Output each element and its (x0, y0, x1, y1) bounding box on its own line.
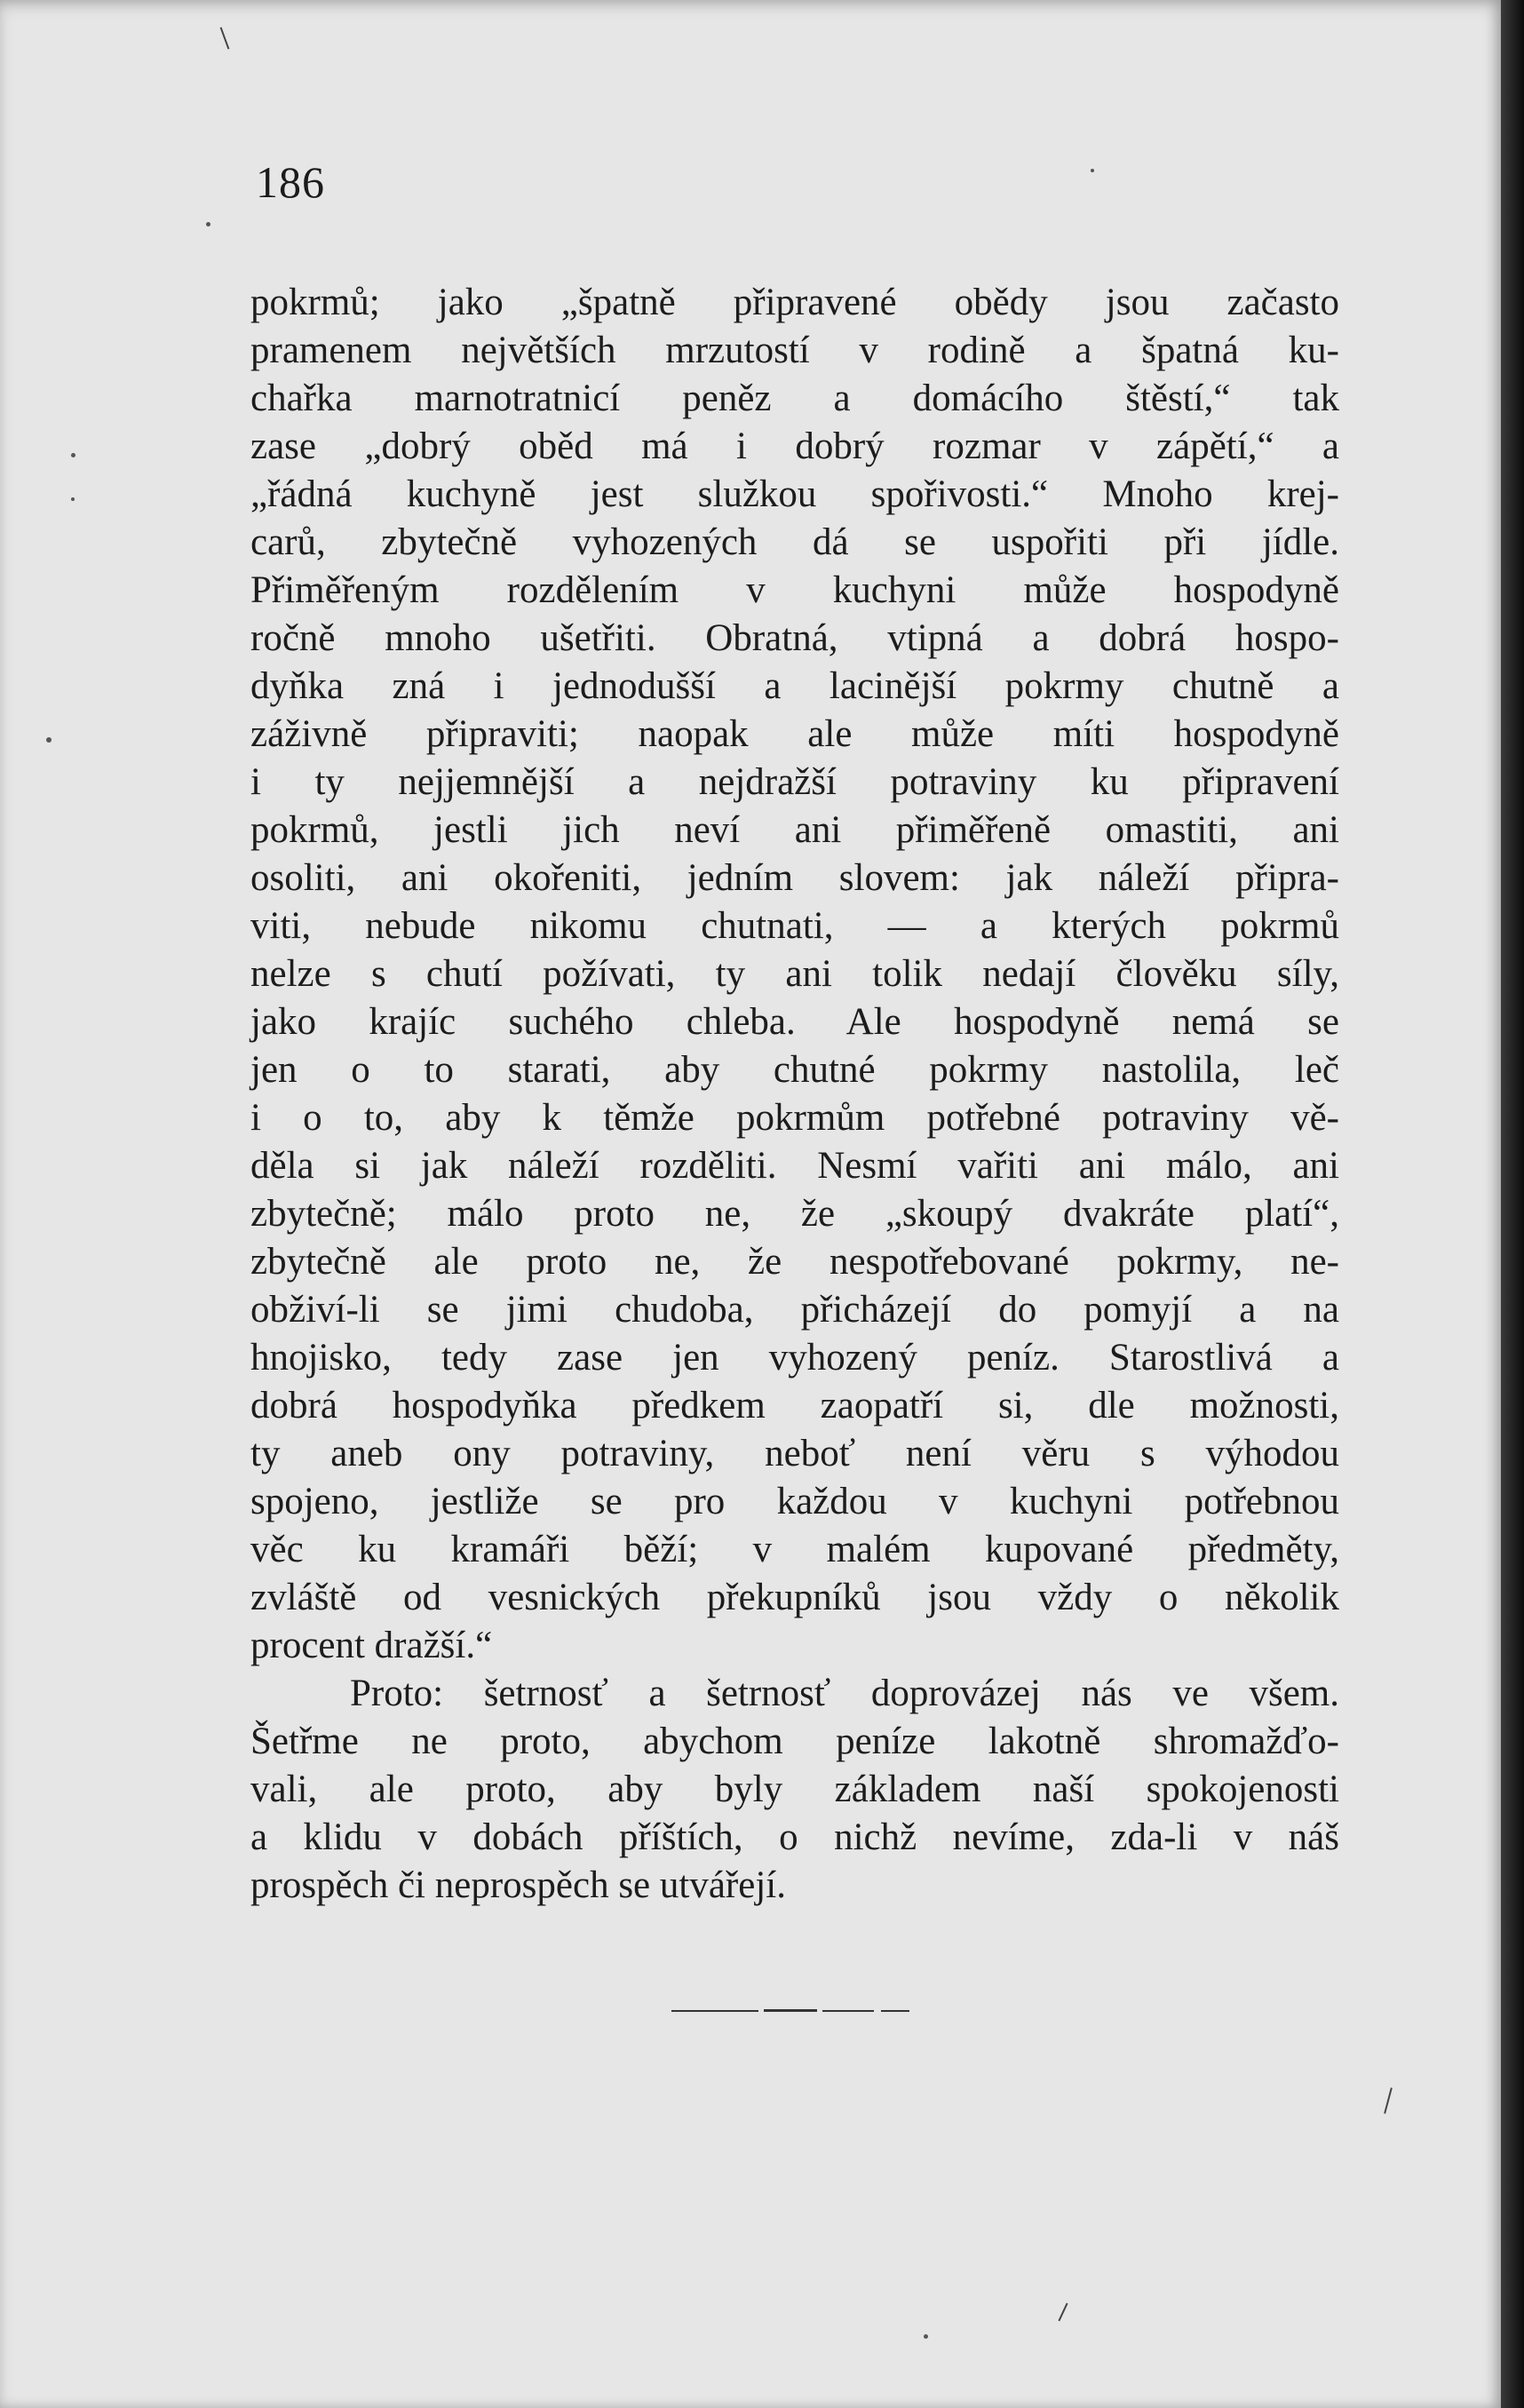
text-line: Šetřme ne proto, abychom peníze lakotně shromažďo- (250, 1721, 1339, 1762)
text-line: obživí-li se jimi chudoba, přicházejí do pomyjí a na (250, 1289, 1339, 1331)
text-line: Proto: šetrnosť a šetrnosť doprovázej nás ve všem. (350, 1673, 1339, 1714)
text-line: i o to, aby k těmže pokrmům potřebné potraviny vě- (250, 1097, 1339, 1139)
text-line: hnojisko, tedy zase jen vyhozený peníz. Starostlivá a (250, 1337, 1339, 1379)
text-line: osoliti, ani okořeniti, jedním slovem: jak náleží připra- (250, 857, 1339, 899)
text-line: a klidu v dobách příštích, o nichž nevíme, zda-li v náš (250, 1816, 1339, 1858)
text-line: vali, ale proto, aby byly základem naší spokojenosti (250, 1768, 1339, 1810)
page-number: 186 (256, 157, 325, 207)
scan-mark (220, 27, 230, 49)
rule-segment (671, 2010, 758, 2012)
scan-mark (1058, 2303, 1068, 2322)
text-line: procent dražší.“ (250, 1625, 493, 1666)
section-end-rule (671, 2010, 909, 2014)
text-line: viti, nebude nikomu chutnati, — a kterých pokrmů (250, 905, 1339, 947)
scan-edge (1501, 0, 1524, 2408)
text-line: zbytečně; málo proto ne, že „skoupý dvakráte platí“, (250, 1193, 1339, 1235)
text-line: dobrá hospodyňka předkem zaopatří si, dle možnosti, (250, 1385, 1339, 1427)
rule-segment (822, 2010, 874, 2012)
text-line: i ty nejjemnější a nejdražší potraviny ku připravení (250, 761, 1339, 803)
text-line: spojeno, jestliže se pro každou v kuchyni potřebnou (250, 1481, 1339, 1522)
text-line: chařka marnotratnicí peněz a domácího štěstí,“ tak (250, 377, 1339, 419)
scan-speck (924, 2334, 928, 2339)
text-line: „řádná kuchyně jest služkou spořivosti.“ Mnoho krej- (250, 473, 1339, 515)
rule-segment (881, 2010, 909, 2012)
text-line: zbytečně ale proto ne, že nespotřebované pokrmy, ne- (250, 1241, 1339, 1283)
text-line: věc ku kramáři běží; v malém kupované předměty, (250, 1529, 1339, 1570)
rule-segment (764, 2009, 817, 2012)
text-line: zvláště od vesnických překupníků jsou vždy o několik (250, 1577, 1339, 1618)
scan-speck (206, 222, 210, 226)
text-line: pokrmů; jako „špatně připravené obědy jsou začasto (250, 282, 1339, 323)
text-line: prospěch či neprospěch se utvářejí. (250, 1864, 786, 1906)
body-text (250, 279, 1339, 1910)
scan-speck (46, 737, 52, 743)
scan-speck (1091, 169, 1094, 172)
scan-mark (1384, 2087, 1393, 2113)
text-line: pokrmů, jestli jich neví ani přiměřeně omastiti, ani (250, 809, 1339, 851)
scan-speck (71, 453, 75, 457)
text-line: děla si jak náleží rozděliti. Nesmí vařiti ani málo, ani (250, 1145, 1339, 1187)
text-line: ročně mnoho ušetřiti. Obratná, vtipná a dobrá hospo- (250, 617, 1339, 659)
text-line: zase „dobrý oběd má i dobrý rozmar v zápětí,“ a (250, 425, 1339, 467)
text-line: nelze s chutí požívati, ty ani tolik nedají člověku síly, (250, 953, 1339, 995)
text-line: jen o to starati, aby chutné pokrmy nastolila, leč (250, 1049, 1339, 1091)
text-line: Přiměřeným rozdělením v kuchyni může hospodyně (250, 569, 1339, 611)
text-line: carů, zbytečně vyhozených dá se uspořiti při jídle. (250, 521, 1339, 563)
scan-speck (71, 497, 75, 501)
text-line: jako krajíc suchého chleba. Ale hospodyně nemá se (250, 1001, 1339, 1043)
text-line: ty aneb ony potraviny, neboť není věru s výhodou (250, 1433, 1339, 1474)
text-line: pramenem největších mrzutostí v rodině a špatná ku- (250, 330, 1339, 371)
text-line: záživně připraviti; naopak ale může míti hospodyně (250, 713, 1339, 755)
text-line: dyňka zná i jednodušší a lacinější pokrmy chutně a (250, 665, 1339, 707)
